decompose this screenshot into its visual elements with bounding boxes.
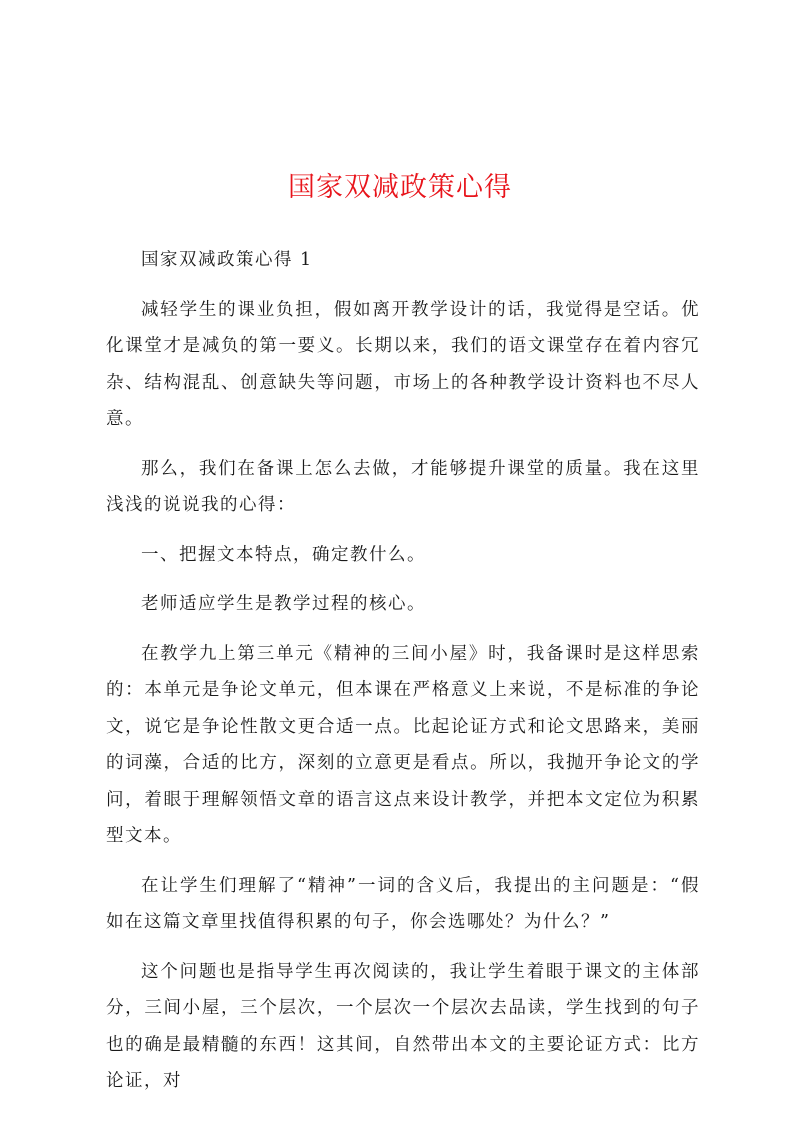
paragraph: 老师适应学生是教学过程的核心。 — [141, 594, 426, 614]
paragraph: 在教学九上第三单元《精神的三间小屋》时，我备课时是这样思索的：本单元是争论文单元，但本课在严格意义上来说，不是标准的争论文，说它是争论性散文更合适一点。比起论证方式和论文思路来，美丽的词藻，合适的比方，深刻的立意更是看点。所以，我抛开争论文的学问，着眼于理解领悟文章的语言这点来设计教学，并把本文定位为积累型文本。 — [106, 643, 700, 846]
paragraph: 减轻学生的课业负担，假如离开教学设计的话，我觉得是空话。优化课堂才是减负的第一要义。长期以来，我们的语文课堂存在着内容冗杂、结构混乱、创意缺失等问题，市场上的各种教学设计资料也不尽人意。 — [106, 299, 700, 429]
section-heading: 国家双减政策心得 1 — [141, 250, 313, 270]
paragraph: 这个问题也是指导学生再次阅读的，我让学生着眼于课文的主体部分，三间小屋，三个层次，一个层次一个层次去品读，学生找到的句子也的确是最精髓的东西！这其间，自然带出本文的主要论证方式：比方论证，对 — [106, 961, 700, 1091]
paragraph: 一、把握文本特点，确定教什么。 — [141, 544, 426, 565]
paragraph: 那么，我们在备课上怎么去做，才能够提升课堂的质量。我在这里浅浅的说说我的心得： — [106, 458, 700, 515]
document-title: 国家双减政策心得 — [288, 172, 512, 203]
document-body — [106, 242, 700, 1113]
paragraph: 在让学生们理解了“精神”一词的含义后，我提出的主问题是：“假如在这篇文章里找值得积累的句子，你会选哪处？为什么？” — [106, 875, 700, 932]
